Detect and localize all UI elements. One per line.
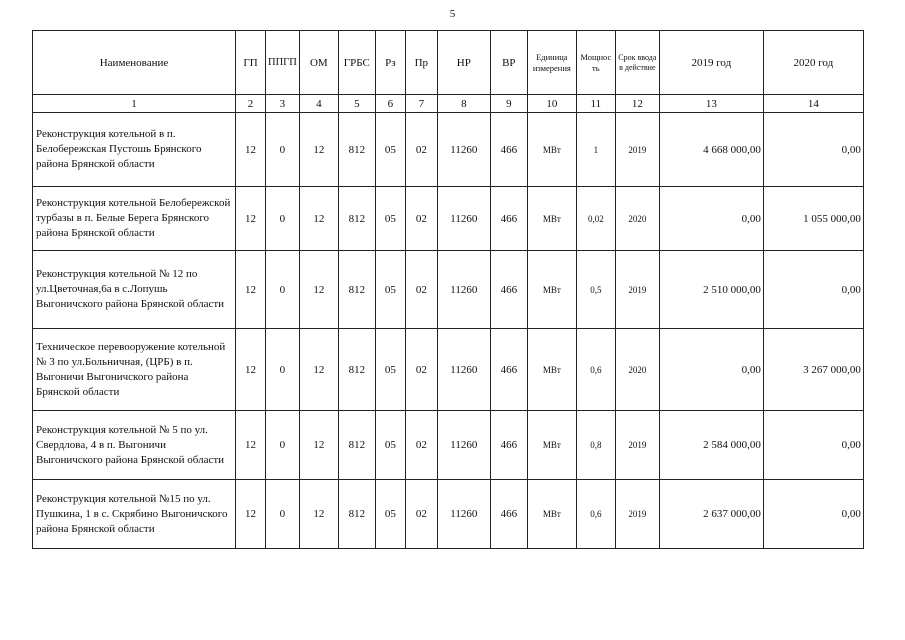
cell-vr: 466 [490,480,527,549]
cell-om: 12 [299,480,338,549]
column-number-row [33,95,864,113]
page-number: 5 [449,8,456,20]
header-commission-date: Срок ввода в действие [615,31,659,95]
row-name: Техническое перевооружение котельной № 3 по ул.Больничная, (ЦРБ) в п. Выгоничи Выгоничского района Брянской области [33,329,236,411]
cell-vr: 466 [490,411,527,480]
cell-nr: 11260 [437,480,490,549]
cell-om: 12 [299,329,338,411]
cell-grbs: 812 [338,113,375,187]
cell-gp: 12 [236,251,266,329]
cell-amount-2020: 1 055 000,00 [763,187,863,251]
header-unit: Единица измерения [527,31,576,95]
column-number: 12 [615,95,659,113]
cell-unit: МВт [527,329,576,411]
cell-ppgp: 0 [266,187,300,251]
cell-rz: 05 [375,329,405,411]
cell-pr: 02 [405,187,437,251]
cell-ppgp: 0 [266,251,300,329]
header-pr: Пр [405,31,437,95]
header-2019: 2019 год [659,31,763,95]
cell-grbs: 812 [338,187,375,251]
table-row [33,329,864,411]
row-name: Реконструкция котельной № 12 по ул.Цветочная,6а в с.Лопушь Выгоничского района Брянской области [33,251,236,329]
table-row [33,187,864,251]
column-number: 3 [266,95,300,113]
cell-rz: 05 [375,251,405,329]
cell-nr: 11260 [437,411,490,480]
cell-nr: 11260 [437,251,490,329]
table-row [33,113,864,187]
cell-pr: 02 [405,411,437,480]
column-number: 2 [236,95,266,113]
cell-rz: 05 [375,480,405,549]
cell-year: 2020 [615,329,659,411]
cell-gp: 12 [236,187,266,251]
column-number: 6 [375,95,405,113]
table-row [33,251,864,329]
cell-unit: МВт [527,113,576,187]
header-name: Наименование [33,31,236,95]
cell-vr: 466 [490,329,527,411]
row-name: Реконструкция котельной Белобережской турбазы в п. Белые Берега Брянского района Брянской области [33,187,236,251]
table-row [33,411,864,480]
cell-power: 0,5 [576,251,615,329]
cell-gp: 12 [236,411,266,480]
cell-power: 1 [576,113,615,187]
cell-rz: 05 [375,113,405,187]
column-number: 5 [338,95,375,113]
column-number: 1 [33,95,236,113]
table-row [33,480,864,549]
column-number: 4 [299,95,338,113]
cell-power: 0,8 [576,411,615,480]
cell-nr: 11260 [437,187,490,251]
cell-power: 0,02 [576,187,615,251]
cell-amount-2020: 0,00 [763,251,863,329]
cell-pr: 02 [405,329,437,411]
cell-grbs: 812 [338,329,375,411]
row-name: Реконструкция котельной № 5 по ул. Свердлова, 4 в п. Выгоничи Выгоничского района Брянской области [33,411,236,480]
column-number: 10 [527,95,576,113]
column-number: 8 [437,95,490,113]
cell-grbs: 812 [338,411,375,480]
cell-rz: 05 [375,187,405,251]
cell-unit: МВт [527,411,576,480]
cell-unit: МВт [527,187,576,251]
cell-year: 2019 [615,251,659,329]
cell-amount-2019: 0,00 [659,329,763,411]
cell-year: 2019 [615,113,659,187]
cell-pr: 02 [405,113,437,187]
cell-om: 12 [299,113,338,187]
column-number: 11 [576,95,615,113]
cell-vr: 466 [490,251,527,329]
column-number: 14 [763,95,863,113]
cell-vr: 466 [490,187,527,251]
cell-amount-2020: 0,00 [763,113,863,187]
header-vr: ВР [490,31,527,95]
row-name: Реконструкция котельной в п. Белобережская Пустошь Брянского района Брянской области [33,113,236,187]
cell-pr: 02 [405,480,437,549]
cell-unit: МВт [527,251,576,329]
cell-nr: 11260 [437,113,490,187]
cell-om: 12 [299,411,338,480]
cell-year: 2019 [615,411,659,480]
cell-amount-2020: 0,00 [763,411,863,480]
header-rz: Рз [375,31,405,95]
cell-year: 2020 [615,187,659,251]
header-gp: ГП [236,31,266,95]
cell-amount-2020: 3 267 000,00 [763,329,863,411]
cell-pr: 02 [405,251,437,329]
cell-power: 0,6 [576,329,615,411]
cell-nr: 11260 [437,329,490,411]
column-number: 13 [659,95,763,113]
cell-grbs: 812 [338,480,375,549]
cell-amount-2019: 2 510 000,00 [659,251,763,329]
cell-amount-2019: 4 668 000,00 [659,113,763,187]
cell-vr: 466 [490,113,527,187]
budget-table [32,30,864,549]
row-name: Реконструкция котельной №15 по ул. Пушкина, 1 в с. Скрябино Выгоничского района Брянской области [33,480,236,549]
cell-unit: МВт [527,480,576,549]
cell-ppgp: 0 [266,113,300,187]
cell-amount-2019: 0,00 [659,187,763,251]
cell-amount-2019: 2 584 000,00 [659,411,763,480]
header-row [33,31,864,95]
cell-om: 12 [299,251,338,329]
cell-power: 0,6 [576,480,615,549]
cell-grbs: 812 [338,251,375,329]
cell-ppgp: 0 [266,480,300,549]
cell-amount-2020: 0,00 [763,480,863,549]
cell-amount-2019: 2 637 000,00 [659,480,763,549]
cell-ppgp: 0 [266,411,300,480]
header-om: ОМ [299,31,338,95]
cell-year: 2019 [615,480,659,549]
header-ppgp: ППГП [266,31,300,95]
cell-gp: 12 [236,329,266,411]
cell-gp: 12 [236,480,266,549]
cell-rz: 05 [375,411,405,480]
cell-gp: 12 [236,113,266,187]
header-power: Мощность [576,31,615,95]
cell-om: 12 [299,187,338,251]
cell-ppgp: 0 [266,329,300,411]
column-number: 9 [490,95,527,113]
header-2020: 2020 год [763,31,863,95]
column-number: 7 [405,95,437,113]
header-nr: НР [437,31,490,95]
header-grbs: ГРБС [338,31,375,95]
